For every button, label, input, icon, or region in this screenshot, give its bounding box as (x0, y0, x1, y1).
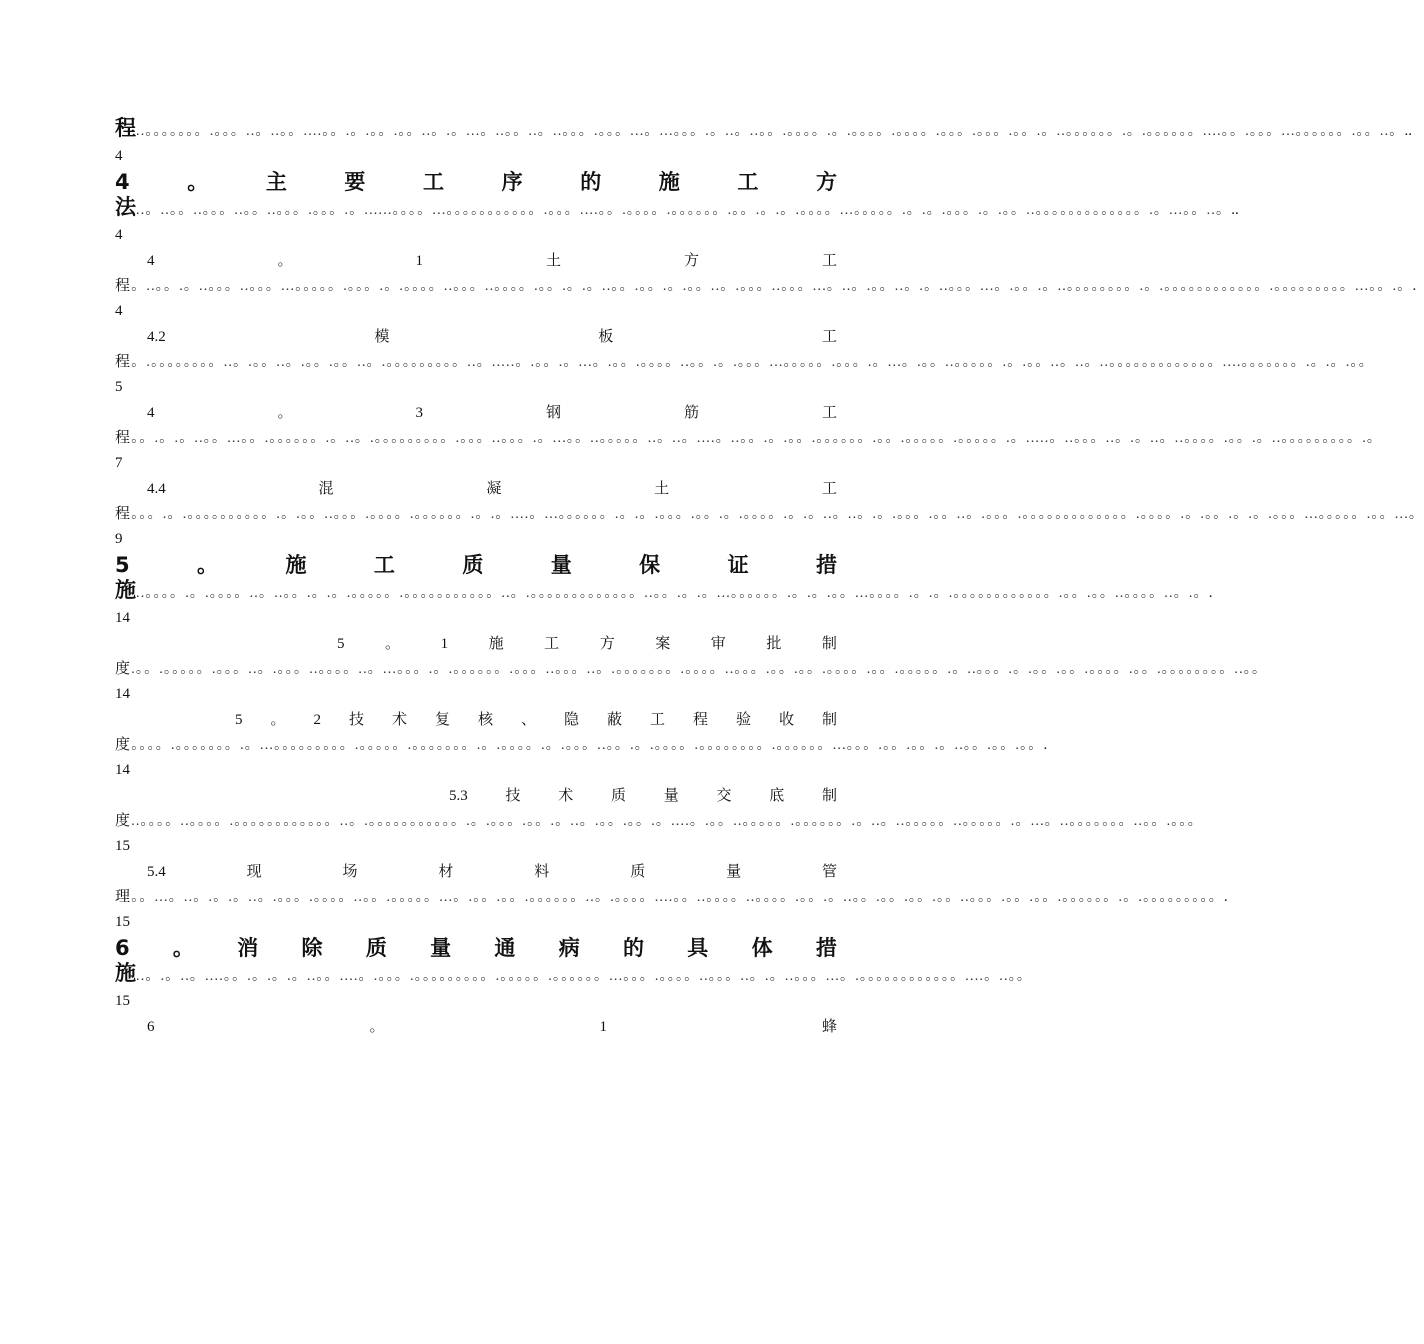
toc-heading-char: 。 (277, 253, 293, 269)
toc-heading-char: 工 (821, 253, 837, 269)
toc-heading-char: 1 (440, 636, 449, 652)
toc-heading-tail: 程 (115, 116, 136, 140)
toc-leader-line (115, 961, 1033, 1014)
toc-heading-char: 的 (580, 170, 602, 194)
toc-dot-leader: 。..。。.。..。。。..。。。...。。。。。.。。。.。.。。。。..。。。..。。。。.。。.。.。..。。.。。.。.。。..。.。。。..。。。...。..。.。。..。.。..。。。...。.。。.。..。。。。。。。。.。.。。。。。。。。。。。。.。。。。。。。。。...。。.。 (131, 279, 1413, 294)
toc-heading-char: 措 (816, 553, 837, 577)
toc-heading-tail: 施 (115, 961, 136, 985)
toc-heading-char: 5.3 (449, 788, 468, 804)
toc-leader-line (115, 350, 1374, 400)
toc-page-number: ..4 (115, 202, 1239, 243)
toc-heading-tail: 理 (115, 889, 132, 905)
toc-heading-char: 蜂 (821, 1019, 837, 1035)
toc-dot-leader: 。。。.。.。。。。。。。。。。.。.。。..。。。.。。。。.。。。。。。.。.。....。...。。。。。。.。.。.。。。.。。.。.。。。。.。.。..。..。.。.。。。.。。..。.。。。.。。。。。。。。。。。。。.。。。。.。.。。.。.。.。。。...。。。。。.。。...。 (131, 507, 1424, 522)
toc-heading-char: 的 (623, 936, 644, 960)
toc-heading-char: 5 (235, 712, 243, 728)
toc-heading-char: 序 (501, 170, 523, 194)
toc-heading-char: 模 (374, 329, 390, 345)
toc-dot-leader: 。。.。.。..。。...。。.。。。。。。.。..。.。。。。。。。。。.。。。..。。。.。...。。..。。。。。..。..。....。..。。.。.。。.。。。。。。.。。.。。。。。.。。。。。.。.....。..。。。..。.。..。..。。。。.。。.。..。。。。。。。。。.。 (131, 431, 1383, 446)
toc-heading-char: 消 (237, 936, 259, 960)
toc-dot-leader: 。.。。。。。。。。..。.。。..。.。。.。。..。.。。。。。。。。。..。.....。.。。.。...。.。。.。。。。..。。.。.。。。...。。。。。.。。。.。...。.。。..。。。。。.。.。。..。..。..。。。。。。。。。。。。。....。。。。。。。.。.。.。。 (131, 355, 1374, 370)
toc-heading-char: 工 (821, 405, 837, 421)
toc-heading-line (115, 169, 837, 195)
toc-leader-line (115, 885, 1228, 935)
toc-subsection-entry[interactable] (115, 476, 1424, 552)
toc-page-number: .15 (115, 889, 1228, 930)
toc-heading-char: 工 (544, 636, 560, 652)
toc-heading-line (115, 476, 837, 502)
toc-heading-char: 凝 (486, 481, 502, 497)
toc-heading-char: 收 (778, 712, 794, 728)
toc-heading-char: 术 (558, 788, 574, 804)
toc-heading-char: 钢 (545, 405, 561, 421)
toc-heading-tail: 程 (115, 278, 132, 294)
toc-heading-char: 施 (488, 636, 504, 652)
toc-heading-char: 制 (821, 636, 837, 652)
toc-heading-tail: 程 (115, 506, 132, 522)
toc-heading-tail: 度 (115, 813, 132, 829)
toc-page-number: 15 (115, 993, 130, 1009)
toc-heading-char: 案 (655, 636, 671, 652)
toc-heading-char: 审 (710, 636, 726, 652)
toc-heading-char: 6 (115, 936, 130, 960)
toc-heading-char: 2 (313, 712, 321, 728)
toc-page-number: 7 (115, 455, 123, 471)
toc-dot-leader: ..。..。。..。。。..。。..。。。.。。。.。......。。。。...。。。。。。。。。。。.。。。....。。.。。。。.。。。。。。.。。.。.。.。。。。...。。。。。.。.。.。。。.。.。。..。。。。。。。。。。。。。.。...。。..。 (136, 203, 1232, 218)
toc-heading-char: 技 (348, 712, 364, 728)
toc-heading-char: 材 (438, 864, 454, 880)
toc-heading-char: 施 (658, 170, 680, 194)
toc-heading-char: 5.4 (147, 864, 166, 880)
toc-heading-char: 施 (285, 553, 307, 577)
toc-heading-char: 5 (337, 636, 345, 652)
toc-heading-line (115, 1014, 837, 1040)
toc-subsection-entry[interactable] (115, 859, 1228, 935)
toc-heading-char: 病 (558, 936, 580, 960)
toc-heading-line (115, 935, 837, 961)
toc-heading-char: 。 (385, 636, 401, 652)
toc-heading-char: 量 (726, 864, 742, 880)
toc-heading-char: 5 (115, 553, 130, 577)
toc-heading-char: 管 (821, 864, 837, 880)
toc-heading-char: 4 (115, 170, 130, 194)
toc-heading-tail: 法 (115, 195, 136, 219)
toc-heading-char: 4 (147, 405, 155, 421)
toc-heading-char: 制 (821, 712, 837, 728)
toc-heading-char: 质 (462, 553, 484, 577)
toc-dot-leader: 。。...。..。.。.。..。.。。。.。。。。..。。.。。。。。...。.。。.。。.。。。。。。..。.。。。。....。。..。。。。..。。。。.。。.。..。。.。。.。。.。。..。。。.。。.。。.。。。。。。.。.。。。。。。。。。 (131, 890, 1224, 905)
table-of-contents (115, 116, 1424, 1040)
toc-heading-char: 质 (610, 788, 626, 804)
toc-heading-char: 。 (270, 712, 286, 728)
toc-subsection-entry[interactable] (115, 400, 1383, 476)
toc-heading-char: 料 (534, 864, 550, 880)
toc-page-number: 15 (115, 838, 130, 854)
toc-heading-char: 具 (687, 936, 709, 960)
toc-dot-leader: ..。。。。.。.。。。。..。..。。.。.。.。。。。。.。。。。。。。。。。。..。.。。。。。。。。。。。。。..。。.。.。...。。。。。。.。.。.。。...。。。。.。.。.。。。。。。。。。。。。.。。.。。..。。。。..。.。 (136, 586, 1209, 601)
toc-heading-tail: 度 (115, 737, 132, 753)
toc-subsection-entry[interactable] (115, 631, 1268, 707)
toc-heading-line (115, 552, 837, 578)
toc-leader-line (115, 657, 1268, 707)
toc-heading-char: 。 (277, 405, 293, 421)
toc-heading-char: 底 (769, 788, 785, 804)
toc-heading-char: 保 (639, 553, 661, 577)
toc-heading-char: 工 (821, 481, 837, 497)
toc-page-number: 5 (115, 379, 123, 395)
toc-leader-line (115, 116, 1412, 169)
toc-heading-char: 蔽 (606, 712, 622, 728)
toc-subsection-entry[interactable] (115, 324, 1374, 400)
toc-heading-char: 通 (494, 936, 516, 960)
toc-dot-leader: 。。。。.。。。。。。。.。...。。。。。。。。。.。。。。。.。。。。。。。.。.。。。。.。.。。。..。。.。.。。。。.。。。。。。。。.。。。。。。...。。。.。。.。。.。..。。.。。.。。 (131, 738, 1044, 753)
toc-leader-line (115, 578, 1213, 631)
toc-subsection-entry[interactable] (115, 1014, 837, 1040)
toc-heading-char: 工 (649, 712, 665, 728)
toc-subsection-entry[interactable] (115, 783, 1203, 859)
toc-heading-char: 技 (505, 788, 521, 804)
toc-leader-line (115, 733, 1048, 783)
toc-heading-char: 板 (598, 329, 614, 345)
toc-heading-char: 制 (821, 788, 837, 804)
toc-heading-char: 工 (821, 329, 837, 345)
toc-heading-char: 复 (434, 712, 450, 728)
toc-heading-char: 。 (369, 1019, 385, 1035)
toc-leader-line (115, 195, 1239, 248)
toc-page-number: 9 (115, 531, 123, 547)
toc-dot-leader: ..。.。..。....。。.。.。.。..。。....。.。。。.。。。。。。。。。.。。。。。.。。。。。。...。。。.。。。。..。。。..。.。..。。。...。.。。。。。。。。。。。。....。..。。 (136, 969, 1033, 984)
toc-heading-line (115, 324, 837, 350)
toc-heading-char: 量 (430, 936, 452, 960)
toc-heading-char: 现 (246, 864, 262, 880)
toc-heading-line (115, 248, 837, 274)
toc-heading-line (115, 400, 837, 426)
toc-heading-char: 交 (716, 788, 732, 804)
toc-heading-tail: 程 (115, 430, 132, 446)
toc-heading-char: 核 (477, 712, 493, 728)
toc-heading-char: 工 (423, 170, 444, 194)
toc-heading-char: 3 (415, 405, 423, 421)
toc-subsection-entry[interactable] (115, 707, 1048, 783)
toc-heading-char: 。 (187, 170, 209, 194)
toc-heading-char: 方 (815, 170, 837, 194)
toc-heading-char: 4.2 (147, 329, 166, 345)
toc-page-number: 14 (115, 686, 130, 702)
toc-heading-char: 场 (342, 864, 358, 880)
toc-dot-leader: ..。。。。。。。.。。。..。..。。....。。.。.。。.。。..。.。...。..。。..。..。。。.。。。...。...。。。.。..。..。。.。。。。.。.。。。。.。。。。.。。。.。。。.。。.。..。。。。。。.。.。。。。。。....。。.。。。...。。。。。。.。。..。 (136, 124, 1405, 139)
toc-heading-line (115, 707, 837, 733)
toc-heading-char: 。 (197, 553, 219, 577)
toc-section-entry[interactable] (115, 169, 1239, 248)
toc-heading-tail: 程 (115, 354, 132, 370)
toc-heading-char: 除 (301, 936, 323, 960)
toc-page-number: ..4 (115, 123, 1412, 164)
toc-heading-char: 措 (815, 936, 837, 960)
toc-heading-char: 体 (751, 936, 773, 960)
toc-leader-line (115, 502, 1424, 552)
toc-heading-char: 6 (147, 1019, 155, 1035)
toc-heading-char: 方 (599, 636, 615, 652)
toc-heading-char: 术 (391, 712, 407, 728)
toc-heading-char: 质 (365, 936, 387, 960)
toc-dot-leader: .。。.。。。。。.。。。..。.。。。..。。。。..。...。。。.。.。。。。。。.。。。..。。。..。.。。。。。。。.。。。。..。。。.。。.。。.。。。。.。。.。。。。。.。..。。。.。.。。.。。.。。。。.。。.。。。。。。。。..。。 (131, 662, 1268, 677)
toc-leader-line (115, 809, 1203, 859)
toc-heading-char: 、 (520, 712, 536, 728)
toc-heading-char: 土 (545, 253, 561, 269)
toc-heading-char: 。 (172, 936, 194, 960)
toc-heading-tail: 施 (115, 578, 136, 602)
toc-heading-char: 质 (630, 864, 646, 880)
toc-heading-char: 4 (147, 253, 155, 269)
toc-leader-line (115, 426, 1383, 476)
toc-leader-line (115, 274, 1417, 324)
toc-heading-char: 主 (265, 170, 287, 194)
toc-heading-char: 量 (550, 553, 572, 577)
toc-heading-char: 程 (692, 712, 708, 728)
toc-heading-char: 要 (344, 170, 366, 194)
toc-page-number: .4 (115, 278, 1417, 319)
toc-heading-char: 验 (735, 712, 751, 728)
toc-heading-char: 隐 (563, 712, 579, 728)
toc-section-entry[interactable] (115, 116, 1412, 169)
toc-heading-char: 混 (318, 481, 334, 497)
toc-heading-char: 工 (737, 170, 759, 194)
toc-heading-tail: 度 (115, 661, 132, 677)
toc-heading-char: 1 (415, 253, 423, 269)
toc-heading-char: 土 (654, 481, 670, 497)
toc-heading-char: 证 (727, 553, 749, 577)
toc-heading-char: 4.4 (147, 481, 166, 497)
toc-heading-char: 工 (373, 553, 395, 577)
toc-section-entry[interactable] (115, 935, 1033, 1014)
toc-heading-char: 批 (766, 636, 782, 652)
toc-page-number: .14 (115, 585, 1213, 626)
toc-heading-line (115, 783, 837, 809)
toc-section-entry[interactable] (115, 552, 1213, 631)
toc-heading-line (115, 631, 837, 657)
toc-heading-char: 量 (663, 788, 679, 804)
toc-heading-char: 1 (599, 1019, 607, 1035)
toc-subsection-entry[interactable] (115, 248, 1417, 324)
toc-heading-line (115, 859, 837, 885)
toc-heading-char: 筋 (683, 405, 699, 421)
toc-dot-leader: ..。。。。..。。。。.。。。。。。。。。。。。..。.。。。。。。。。。。。.。.。。。.。。.。..。.。。.。。.。....。.。。..。。。。。.。。。。。。.。..。..。。。。。..。。。。。.。...。..。。。。。。。..。。.。。。 (131, 814, 1203, 829)
toc-page-number: .14 (115, 737, 1048, 778)
toc-heading-char: 方 (683, 253, 699, 269)
